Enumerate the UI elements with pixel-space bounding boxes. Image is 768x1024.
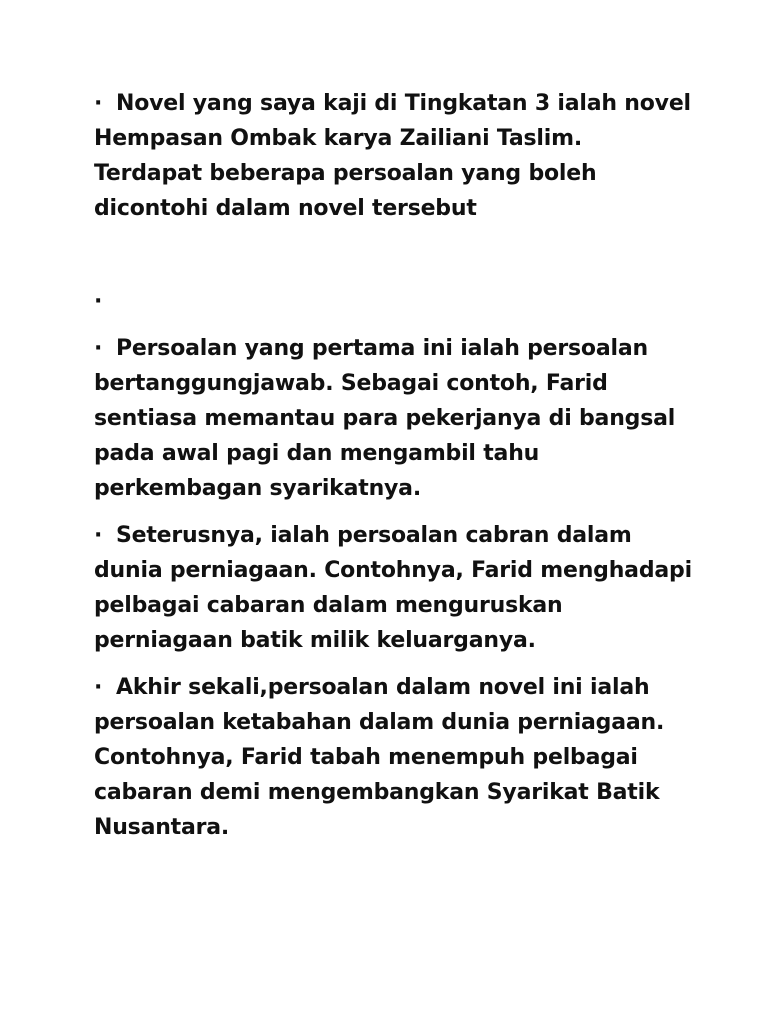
paragraph-text: Persoalan yang pertama ini ialah persoalan bertanggungjawab. Sebagai contoh, Farid sentiasa memantau para pekerjanya di bangsal pada awal pagi dan mengambil tahu perkembagan syarikatnya.	[94, 336, 676, 501]
paragraph-intro	[94, 86, 694, 226]
bullet-point: ·	[94, 523, 103, 548]
paragraph-empty-bullet	[94, 284, 694, 319]
paragraph-text: Novel yang saya kaji di Tingkatan 3 ialah novel Hempasan Ombak karya Zailiani Taslim. Terdapat beberapa persoalan yang boleh dicontohi dalam novel tersebut	[94, 91, 691, 221]
bullet-point: ·	[94, 289, 103, 314]
document-body	[94, 86, 694, 845]
paragraph-persoalan-ketiga	[94, 670, 694, 845]
paragraph-text: Akhir sekali,persoalan dalam novel ini ialah persoalan ketabahan dalam dunia perniagaan. Contohnya, Farid tabah menempuh pelbagai cabaran demi mengembangkan Syarikat Batik Nusantara.	[94, 675, 665, 840]
paragraph-persoalan-kedua	[94, 518, 694, 658]
bullet-point: ·	[94, 675, 103, 700]
bullet-point: ·	[94, 336, 103, 361]
bullet-point: ·	[94, 91, 103, 116]
paragraph-text: Seterusnya, ialah persoalan cabran dalam dunia perniagaan. Contohnya, Farid menghadapi pelbagai cabaran dalam menguruskan perniagaan batik milik keluarganya.	[94, 523, 692, 653]
paragraph-persoalan-pertama	[94, 331, 694, 506]
